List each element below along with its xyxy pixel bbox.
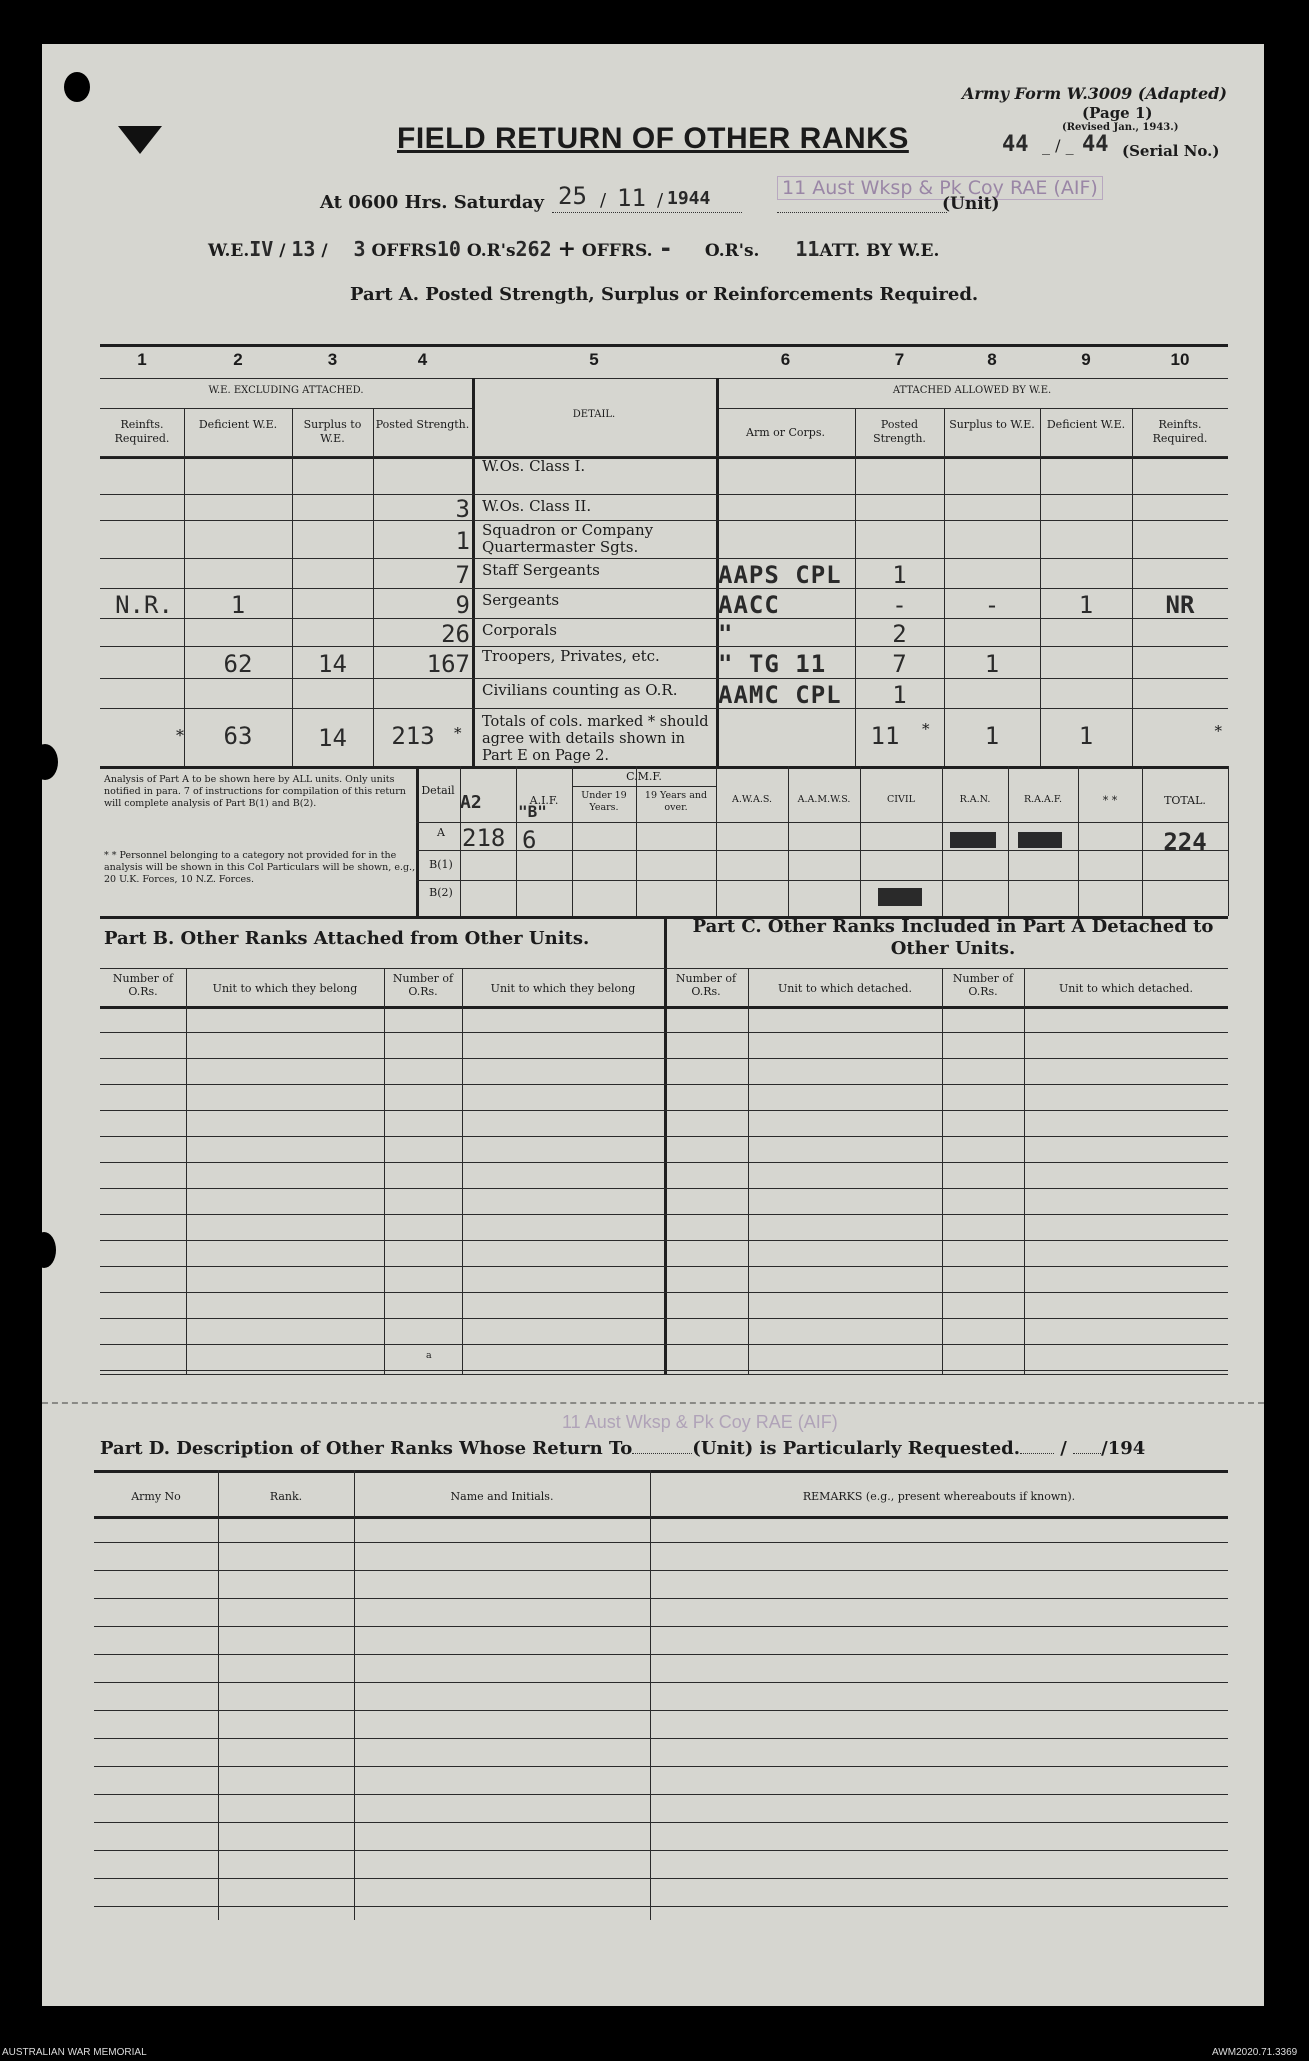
arm-corps-cell: AACC [718,591,780,619]
part-bc-col-rule [462,968,463,1374]
offrs2-val: - [658,234,673,262]
att-reinfts-cell: NR [1165,591,1195,619]
part-c-title: Part C. Other Ranks Included in Part A Detached to Other Units. [692,916,1214,959]
analysis-over19-header: 19 Years and over. [644,790,708,813]
analysis-hand-a: A2 [460,792,482,813]
part-d-title-b: (Unit) is Particularly Requested. [692,1438,1021,1459]
part-d-top-rule [94,1470,1228,1473]
date-sep2: / [657,190,664,211]
analysis-row-label: B(1) [429,858,453,871]
col-rule [292,408,293,766]
analysis-col-rule [636,766,637,916]
part-b-col-header: Number of O.Rs. [392,972,454,998]
small-mark: a [426,1350,432,1361]
detail-cell: Squadron or Company Quartermaster Sgts. [482,521,654,556]
punch-hole-low [32,1232,56,1268]
part-d-header-rule [94,1516,1228,1519]
col-number: 1 [137,350,147,369]
totals-detail: Totals of cols. marked * should agree with details shown in Part E on Page 2. [482,714,709,764]
posted-strength-cell: 7 [455,561,470,589]
att-label: ATT. BY W.E. [819,241,940,261]
date-month: 11 [617,184,646,212]
part-a-rule [716,408,1228,409]
date-rule [552,212,742,213]
part-d-row-rule [94,1598,1228,1599]
row-rule [100,678,1228,679]
analysis-col-rule [942,766,943,916]
part-d-col-rule [650,1470,651,1920]
ink-mark [118,126,162,154]
part-c-col-header: Unit to which detached. [1059,982,1193,995]
form-ref-line1: Army Form W.3009 (Adapted) [962,84,1227,103]
att-surplus-cell: - [984,591,1000,619]
part-bc-row-rule [100,1188,1228,1189]
analysis-col-rule [788,766,789,916]
serial-b: 44 [1082,132,1109,157]
reinfts-required-cell: N.R. [115,591,173,619]
unit-stamp: 11 Aust Wksp & Pk Coy RAE (AIF) [777,176,1103,200]
perforation-line [42,1402,1264,1404]
part-d-col-header: Army No [131,1490,181,1503]
we-3: 3 [353,237,366,261]
sub-header: Surplus to W.E. [303,418,362,445]
redaction-block [950,832,996,848]
analysis-aif-header: A.I.F. [529,794,559,807]
part-bc-row-rule [100,1344,1228,1345]
part-d-row-rule [94,1570,1228,1571]
analysis-col-rule [1078,766,1079,916]
analysis-rule [416,880,1228,881]
detail-cell: Corporals [482,621,557,639]
part-a-title: Part A. Posted Strength, Surplus or Reinforcements Required. [350,284,979,305]
posted-strength-cell: 167 [426,650,470,678]
sub-header: Deficient W.E. [198,418,278,431]
analysis-col-rule [516,766,517,916]
part-d-row-rule [94,1738,1228,1739]
part-bc-row-rule [100,1292,1228,1293]
date-year: 1944 [667,188,711,209]
analysis-ran-header: R.A.N. [959,794,991,805]
part-a-top-rule [100,344,1228,347]
col-number: 5 [589,350,599,369]
analysis-hand-b: "B" [518,802,547,821]
att-posted-cell: - [892,591,907,619]
col-rule [1040,408,1041,766]
part-bc-col-rule [942,968,943,1374]
part-bc-row-rule [100,1240,1228,1241]
redaction-block [1018,832,1062,848]
att-surplus-cell: 1 [984,650,1000,678]
analysis-a-value: 218 [462,824,506,852]
arm-corps-cell: AAMC CPL [718,681,842,709]
col-rule [1132,408,1133,766]
analysis-raaf-header: R.A.A.F. [1023,794,1063,805]
row-rule [100,456,1228,457]
analysis-b-value: 6 [522,826,537,854]
totals-c8: 1 [984,722,1000,750]
part-bc-row-rule [100,1162,1228,1163]
totals-c9: 1 [1078,722,1094,750]
date-sep1: / [600,190,607,211]
analysis-col-rule [460,766,461,916]
deficient-cell: 62 [223,650,253,678]
analysis-rule [416,822,1228,823]
sub-header: Deficient W.E. [1046,418,1126,431]
part-c-col-header: Number of O.Rs. [952,972,1014,998]
part-d-col-header: Rank. [269,1490,303,1503]
part-bc-row-rule [100,1110,1228,1111]
surplus-cell: 14 [318,650,347,678]
row-rule [100,558,1228,559]
analysis-aamws-header: A.A.M.W.S. [797,794,851,805]
detail-cell: Staff Sergeants [482,561,600,579]
att-deficient-cell: 1 [1078,591,1094,619]
part-b-col-header: Unit to which they belong [212,982,358,995]
analysis-civil-header: CIVIL [887,794,915,805]
serial-label: (Serial No.) [1122,142,1220,160]
totals-c4-star: * [454,724,462,742]
ors-val: 262 [515,237,552,261]
arm-corps-cell: " [718,620,734,648]
row-rule [100,708,1228,709]
we-2: 13 [291,237,316,261]
part-bc-row-rule [100,1058,1228,1059]
part-d-stamp: 11 Aust Wksp & Pk Coy RAE (AIF) [562,1412,838,1432]
part-bc-row-rule [100,1370,1228,1371]
part-bc-row-rule [100,1032,1228,1033]
part-bc-row-rule [100,1136,1228,1137]
part-bc-header-rule [100,968,1228,969]
offrs-label: OFFRS [371,241,437,261]
date-day: 25 [558,182,587,210]
row-rule [100,520,1228,521]
sub-header: Posted Strength. [375,418,470,431]
posted-strength-cell: 9 [455,591,470,619]
sub-header: Arm or Corps. [746,426,825,439]
col-number: 4 [417,350,428,369]
row-rule [100,588,1228,589]
analysis-row-label: A [437,826,445,839]
analysis-row-label: B(2) [429,886,453,899]
part-d-col-rule [354,1470,355,1920]
col-rule [944,408,945,766]
part-bc-row-rule [100,1084,1228,1085]
col-number: 9 [1081,350,1091,369]
part-d-title-a: Part D. Description of Other Ranks Whose Return To [100,1438,633,1459]
totals-c4: 213 [391,722,435,750]
analysis-detail-header: Detail [421,784,455,797]
part-bc-col-rule [1024,968,1025,1374]
totals-c7-star: * [922,720,930,738]
analysis-note: Analysis of Part A to be shown here by ALL units. Only units notified in para. 7 of instructions for compilation of this return will complete analysis of Part B(1) and B(2). [104,774,406,809]
totals-c3: 14 [318,724,347,752]
detail-header: DETAIL. [572,409,616,420]
part-bc-col-rule [384,968,385,1374]
att-posted-cell: 7 [892,650,907,678]
detail-cell: Civilians counting as O.R. [482,681,678,699]
part-b-col-header: Unit to which they belong [490,982,636,995]
part-c-col-header: Unit to which detached. [778,982,912,995]
sub-header: Posted Strength. [873,418,926,445]
form-ref-line3: (Revised Jan., 1943.) [1062,122,1179,133]
part-b-col-header: Number of O.Rs. [112,972,174,998]
part-d-date: /194 [1101,1438,1146,1459]
sub-header: Reinfts. Required. [114,418,170,445]
analysis-cmf-header: C.M.F. [626,770,662,783]
analysis-awas-header: A.W.A.S. [731,794,773,805]
col-number: 8 [987,350,997,369]
col-number: 2 [233,350,243,369]
form-ref-line2: (Page 1) [1082,104,1153,122]
ors-label: O.R's [466,241,516,261]
totals-c7: 11 [870,722,900,750]
posted-strength-cell: 3 [455,495,470,523]
analysis-col-rule [716,766,717,916]
unit-rule [777,212,947,213]
ors2-label: O.R's. [704,241,760,261]
part-d-col-rule [218,1470,219,1920]
redaction-block [878,888,922,906]
part-c-col-header: Number of O.Rs. [675,972,737,998]
analysis-col-rule [1008,766,1009,916]
we-1: IV [249,237,274,261]
part-d-row-rule [94,1766,1228,1767]
plus-sign: + [557,236,576,262]
part-d-row-rule [94,1822,1228,1823]
part-bc-col-rule [186,968,187,1374]
sub-header: Reinfts. Required. [1152,418,1208,445]
col-number: 6 [780,350,791,369]
attached-allowed-header: ATTACHED ALLOWED BY W.E. [892,385,1052,396]
detail-cell: Troopers, Privates, etc. [482,647,660,665]
row-rule [100,494,1228,495]
offrs-val: 10 [436,237,461,261]
deficient-cell: 1 [230,591,246,619]
part-d-row-rule [94,1906,1228,1907]
arm-corps-cell: AAPS CPL [718,561,842,589]
part-bc-row-rule [100,1266,1228,1267]
att-posted-cell: 2 [892,620,907,648]
detail-cell: Sergeants [482,591,560,609]
arm-corps-cell: " TG 11 [718,650,827,678]
offrs2-label: OFFRS. [581,241,653,261]
part-bc-row-rule [100,1318,1228,1319]
analysis-col-rule [1228,766,1229,916]
footer-left: AUSTRALIAN WAR MEMORIAL [2,2047,147,2058]
col-number: 7 [894,350,905,369]
analysis-stars-header: * * [1102,794,1118,807]
punch-hole-top [64,72,90,102]
totals-c1: * [176,726,184,745]
part-d-row-rule [94,1542,1228,1543]
we-label: W.E. [208,241,250,261]
col-rule [184,408,185,766]
att-posted-cell: 1 [892,561,907,589]
unit-label: (Unit) [942,194,1000,214]
analysis-total-header: TOTAL. [1164,794,1206,807]
part-d-row-rule [94,1626,1228,1627]
part-bc-col-rule [748,968,749,1374]
posted-strength-cell: 26 [441,620,470,648]
serial-slash: _ / _ [1042,136,1074,155]
totals-c2: 63 [223,722,253,750]
part-d-row-rule [94,1794,1228,1795]
at-hours-label: At 0600 Hrs. Saturday [320,192,545,213]
detail-cell: W.Os. Class II. [482,497,592,515]
detail-cell: W.Os. Class I. [482,457,586,475]
part-a-rule [100,408,472,409]
analysis-col-rule [572,766,573,916]
part-bc-bottom-rule [100,1374,1228,1375]
analysis-total-value: 224 [1163,828,1207,856]
part-d-row-rule [94,1654,1228,1655]
we-excluding-header: W.E. EXCLUDING ATTACHED. [208,385,364,396]
att-posted-cell: 1 [892,681,907,709]
part-d-row-rule [94,1682,1228,1683]
col-number: 3 [327,350,338,369]
col-number: 10 [1170,350,1190,369]
totals-c10: * [1214,722,1222,740]
analysis-rule [572,786,716,787]
part-bc-row-rule [100,1214,1228,1215]
analysis-under19-header: Under 19 Years. [581,790,627,813]
part-a-rule [100,378,1228,379]
part-d-row-rule [94,1850,1228,1851]
analysis-top-rule [100,766,1228,769]
footer-right: AWM2020.71.3369 [1212,2047,1298,2058]
part-bc-header-bottom-rule [100,1006,1228,1009]
part-d-row-rule [94,1710,1228,1711]
form-page [42,44,1264,2006]
row-rule [100,646,1228,647]
we-line: W.E.IV / 13 / 3 OFFRS10 O.R's262 + OFFRS. - O.R's. 11ATT. BY W.E. [208,234,940,262]
sub-header: Surplus to W.E. [949,418,1035,431]
part-d-row-rule [94,1878,1228,1879]
analysis-note2: * * Personnel belonging to a category not provided for in the analysis will be shown in this Col Particulars will be shown, e.g., 20 U.K. Forces, 10 N.Z. Forces. [104,850,416,885]
analysis-col-rule [860,766,861,916]
part-d-col-header: Name and Initials. [450,1490,554,1503]
page-title: FIELD RETURN OF OTHER RANKS [397,122,909,155]
serial-a: 44 [1002,132,1029,157]
part-d-title: Part D. Description of Other Ranks Whose Return To (Unit) is Particularly Requested. / /194 [100,1438,1146,1459]
part-b-title: Part B. Other Ranks Attached from Other Units. [104,928,590,949]
posted-strength-cell: 1 [455,527,470,555]
ors2-val: 11 [795,237,820,261]
punch-hole-mid [32,744,58,780]
part-d-col-header: REMARKS (e.g., present whereabouts if known). [802,1490,1076,1503]
